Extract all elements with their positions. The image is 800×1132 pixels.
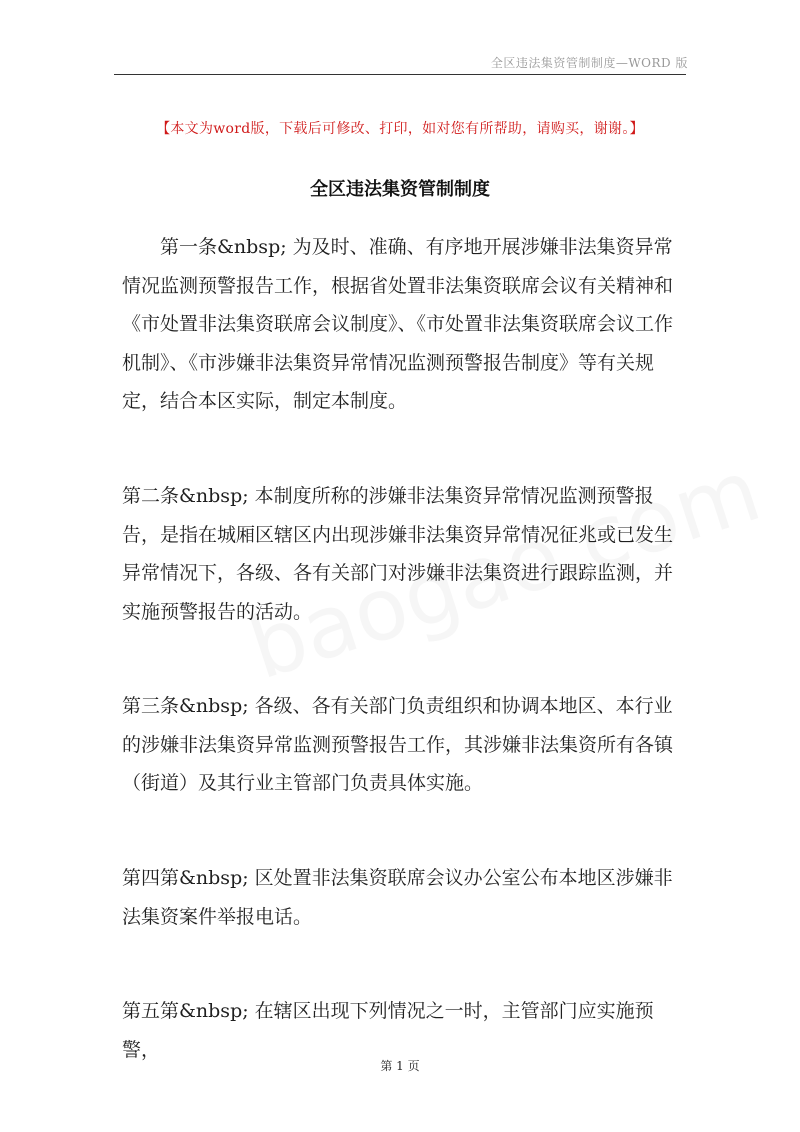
article-3-paragraph: 第三条&nbsp; 各级、各有关部门负责组织和协调本地区、本行业的涉嫌非法集资异常监测预警报告工作，其涉嫌非法集资所有各镇（街道）及其行业主管部门负责具体实施。 [122,695,674,794]
article-4-paragraph: 第四第&nbsp; 区处置非法集资联席会议办公室公布本地区涉嫌非法集资案件举报电话。 [122,867,673,928]
download-notice: 【本文为word版，下载后可修改、打印，如对您有所帮助，请购买，谢谢。】 [156,121,644,137]
document-title: 全区违法集资管制制度 [310,179,490,200]
article-2-paragraph: 第二条&nbsp; 本制度所称的涉嫌非法集资异常情况监测预警报告，是指在城厢区辖区内出现涉嫌非法集资异常情况征兆或已发生异常情况下，各级、各有关部门对涉嫌非法集资进行跟踪监测，并实施预警报告的活动。 [122,485,674,623]
article-5-paragraph: 第五第&nbsp; 在辖区出现下列情况之一时，主管部门应实施预警， [122,1000,654,1061]
header-divider [114,74,686,75]
document-header: 全区违法集资管制制度—WORD 版 [490,56,688,70]
page-number: 第 1 页 [380,1059,420,1073]
article-1-paragraph: 第一条&nbsp; 为及时、准确、有序地开展涉嫌非法集资异常情况监测预警报告工作，根据省处置非法集资联席会议有关精神和《市处置非法集资联席会议制度》、《市处置非法集资联席会议工作机制》、《市涉嫌非法集资异常情况监测预警报告制度》等有关规定，结合本区实际，制定本制度。 [122,236,674,412]
